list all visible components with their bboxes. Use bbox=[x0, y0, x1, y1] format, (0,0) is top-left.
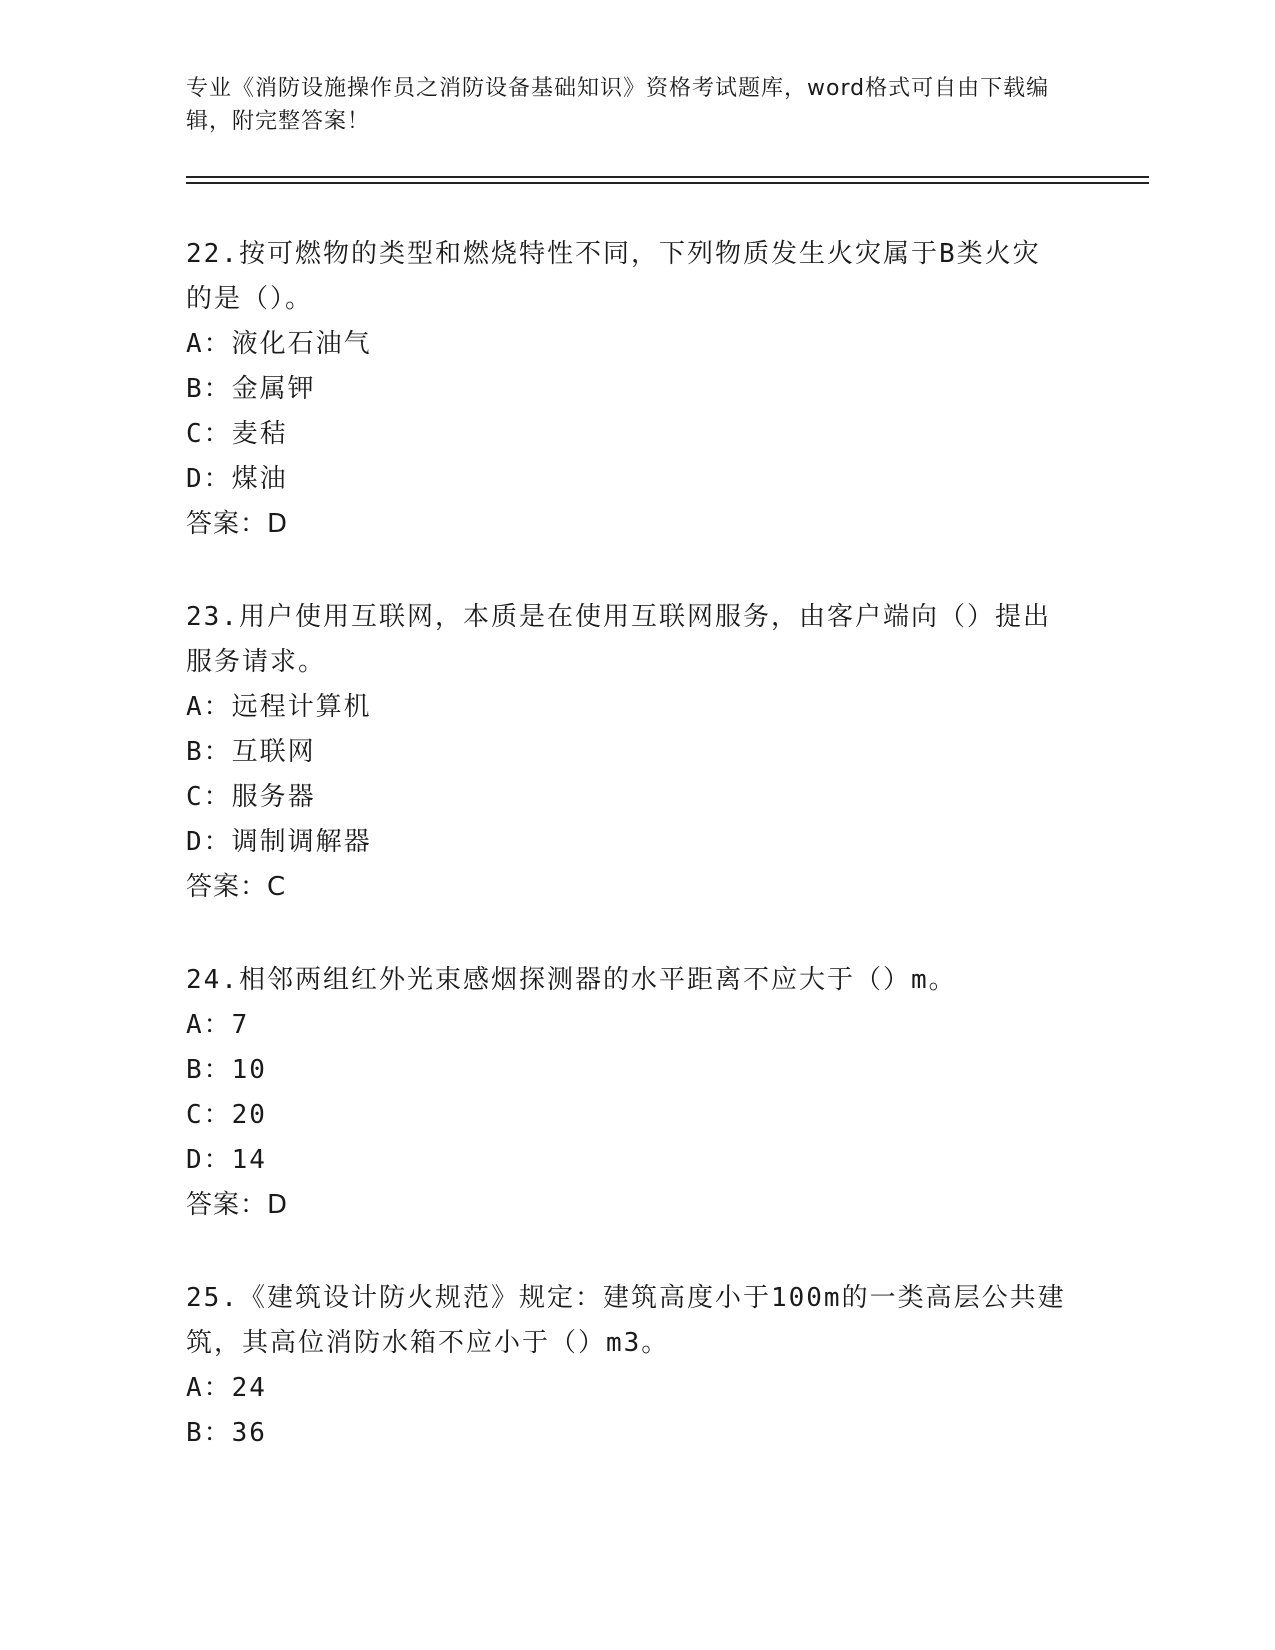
answer: 答案：C bbox=[186, 872, 287, 902]
question-23 bbox=[186, 595, 1066, 910]
option-b: B：金属钾 bbox=[186, 374, 316, 404]
option-b: B：互联网 bbox=[186, 737, 316, 767]
option-a: A：远程计算机 bbox=[186, 692, 372, 722]
option-b: B：36 bbox=[186, 1418, 267, 1448]
header-divider-bottom bbox=[186, 182, 1149, 184]
option-a: A：液化石油气 bbox=[186, 329, 372, 359]
option-c: C：麦秸 bbox=[186, 419, 288, 449]
option-a: A：24 bbox=[186, 1373, 267, 1403]
question-stem: 22.按可燃物的类型和燃烧特性不同，下列物质发生火灾属于B类火灾的是（）。 bbox=[186, 239, 1041, 314]
option-d: D：14 bbox=[186, 1145, 267, 1175]
option-a: A：7 bbox=[186, 1010, 250, 1040]
question-stem: 24.相邻两组红外光束感烟探测器的水平距离不应大于（）m。 bbox=[186, 965, 957, 995]
option-c: C：服务器 bbox=[186, 782, 316, 812]
question-22 bbox=[186, 232, 1066, 547]
header-text: 专业《消防设施操作员之消防设备基础知识》资格考试题库，word格式可自由下载编辑，附完整答案！ bbox=[186, 76, 1050, 134]
question-stem: 23.用户使用互联网，本质是在使用互联网服务，由客户端向（）提出服务请求。 bbox=[186, 602, 1051, 677]
question-stem: 25.《建筑设计防火规范》规定：建筑高度小于100m的一类高层公共建筑，其高位消防水箱不应小于（）m3。 bbox=[186, 1283, 1066, 1358]
question-25 bbox=[186, 1276, 1066, 1456]
header-divider-top bbox=[186, 176, 1149, 178]
option-b: B：10 bbox=[186, 1055, 267, 1085]
answer: 答案：D bbox=[186, 1190, 289, 1220]
question-24 bbox=[186, 958, 1066, 1228]
option-d: D：调制调解器 bbox=[186, 827, 372, 857]
option-d: D：煤油 bbox=[186, 464, 288, 494]
answer: 答案：D bbox=[186, 509, 289, 539]
document-header bbox=[186, 72, 1066, 138]
option-c: C：20 bbox=[186, 1100, 267, 1130]
